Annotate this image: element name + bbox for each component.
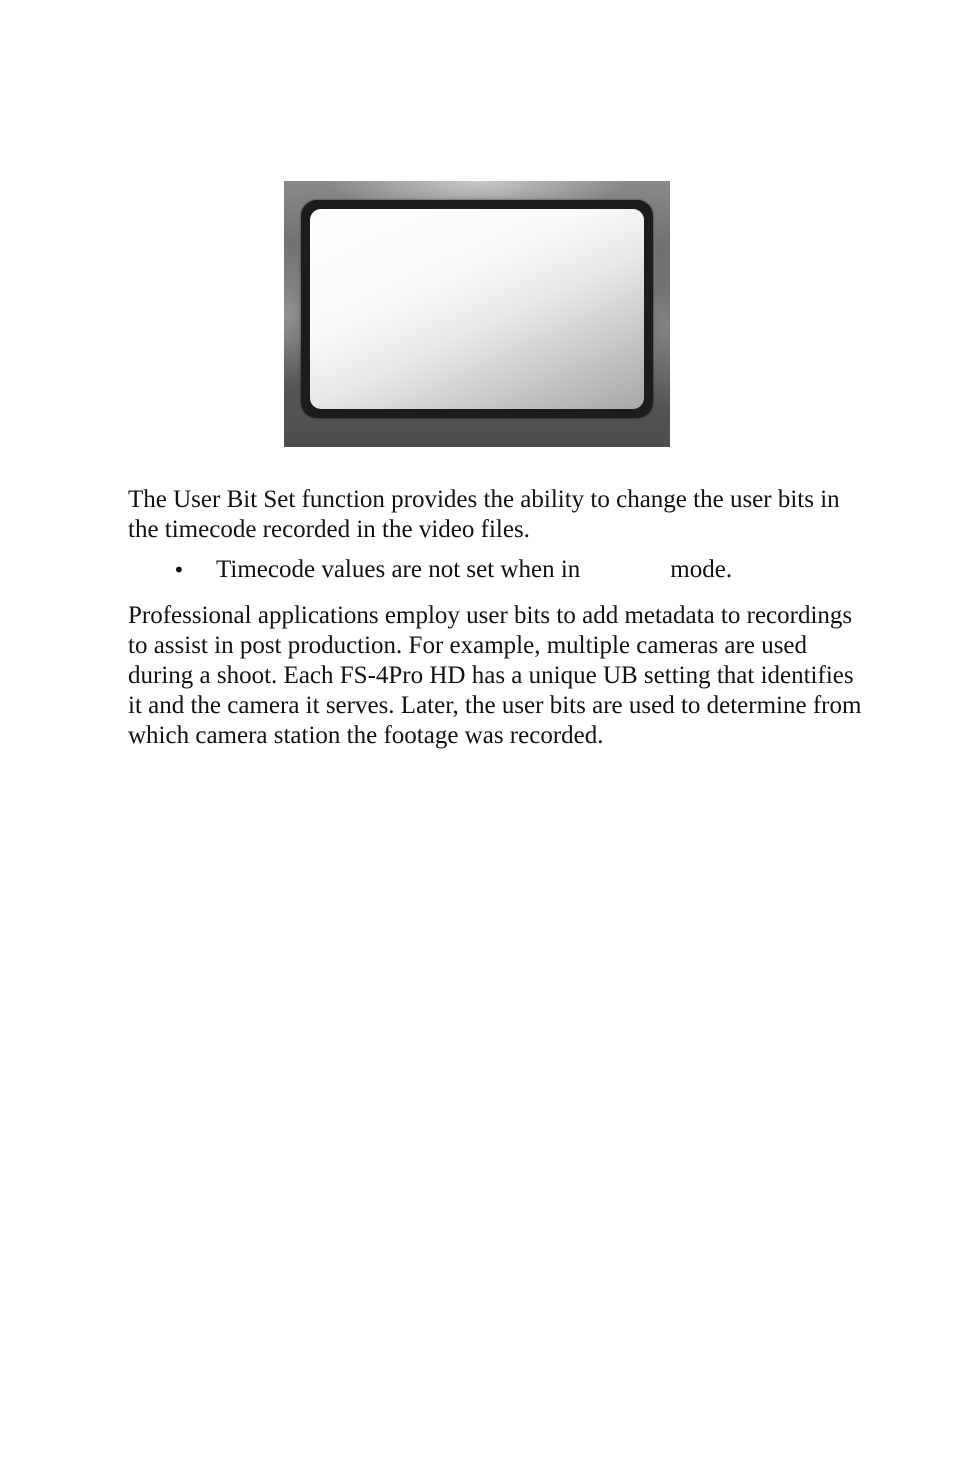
screen-display bbox=[310, 209, 644, 409]
screen-frame bbox=[301, 200, 653, 418]
bullet-text-before: Timecode values are not set when in bbox=[216, 556, 581, 583]
bullet-item bbox=[128, 555, 868, 585]
bullet-text-after: mode. bbox=[670, 556, 733, 583]
bullet-text bbox=[216, 555, 732, 585]
lcd-screen-icon bbox=[284, 181, 670, 447]
intro-paragraph: The User Bit Set function provides the ability to change the user bits in the timecode recorded in the video files. bbox=[128, 486, 840, 543]
bullet-marker: • bbox=[173, 558, 185, 582]
body-paragraph: Professional applications employ user bits to add metadata to recordings to assist in post production. For example, multiple cameras are used during a shoot. Each FS-4Pro HD has a unique UB setting that identifies it and the camera it serves. Later, the user bits are used to determine from which camera station the footage was recorded. bbox=[128, 602, 862, 749]
